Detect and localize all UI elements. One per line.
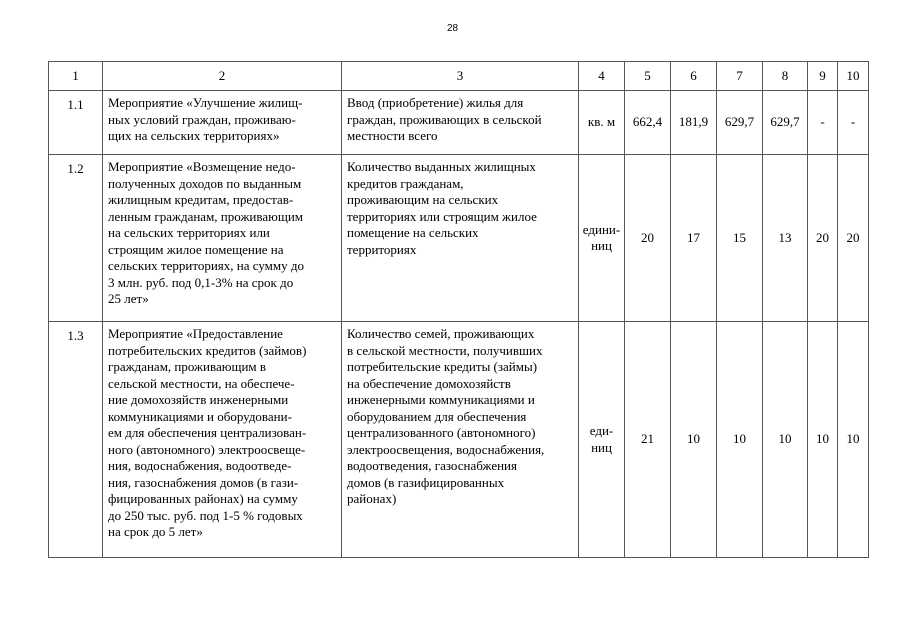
column-header: 4: [579, 62, 625, 91]
value-cell: 20: [808, 155, 838, 322]
value-cell: 13: [763, 155, 808, 322]
column-header: 1: [49, 62, 103, 91]
value-cell: 629,7: [717, 91, 763, 155]
column-header: 9: [808, 62, 838, 91]
value-cell: 10: [671, 322, 717, 558]
column-header: 3: [342, 62, 579, 91]
unit-cell: едини- ниц: [579, 155, 625, 322]
column-header: 5: [625, 62, 671, 91]
indicator-description: Ввод (приобретение) жилья для граждан, проживающих в сельской местности всего: [342, 91, 579, 155]
measures-table: [48, 61, 869, 558]
value-cell: 20: [625, 155, 671, 322]
value-cell: 20: [838, 155, 869, 322]
value-cell: 21: [625, 322, 671, 558]
measure-description: Мероприятие «Улучшение жилищ- ных условий граждан, проживаю- щих на сельских территориях»: [103, 91, 342, 155]
value-cell: 10: [717, 322, 763, 558]
value-cell: 181,9: [671, 91, 717, 155]
row-number: 1.2: [49, 155, 103, 322]
column-header: 8: [763, 62, 808, 91]
indicator-description: Количество семей, проживающих в сельской местности, получивших потребительские кредиты (займы) на обеспечение домохозяйств инженерными коммуникациями и оборудованием для обеспечения централизованного (автономного) электроосвещения, водоснабжения, водоотведения, газоснабжения домов (в газифицированных районах): [342, 322, 579, 558]
column-header: 7: [717, 62, 763, 91]
value-cell: 17: [671, 155, 717, 322]
table-row: [49, 155, 869, 322]
column-header: 2: [103, 62, 342, 91]
unit-cell: кв. м: [579, 91, 625, 155]
value-cell: -: [838, 91, 869, 155]
row-number: 1.3: [49, 322, 103, 558]
value-cell: -: [808, 91, 838, 155]
row-number: 1.1: [49, 91, 103, 155]
value-cell: 15: [717, 155, 763, 322]
table-row: [49, 91, 869, 155]
page-number: 28: [446, 23, 459, 34]
value-cell: 10: [838, 322, 869, 558]
value-cell: 662,4: [625, 91, 671, 155]
value-cell: 10: [808, 322, 838, 558]
measure-description: Мероприятие «Возмещение недо- полученных доходов по выданным жилищным кредитам, предостав- ленным гражданам, проживающим на сельских территориях или строящим жилое помещение на сельских территориях, на сумму до 3 млн. руб. под 0,1-3% на срок до 25 лет»: [103, 155, 342, 322]
measure-description: Мероприятие «Предоставление потребительских кредитов (займов) гражданам, проживающим в сельской местности, на обеспече- ние домохозяйств инженерными коммуникациями и оборудовани- ем для обеспечения централизован- ного (автономного) электроосвеще- ния, водоснабжения, водоотведе- ния, газоснабжения домов (в гази- фицированных районах) на сумму до 250 тыс. руб. под 1-5 % годовых на срок до 5 лет»: [103, 322, 342, 558]
table-row: [49, 322, 869, 558]
value-cell: 10: [763, 322, 808, 558]
table-header-row: [49, 62, 869, 91]
indicator-description: Количество выданных жилищных кредитов гражданам, проживающим на сельских территориях или строящим жилое помещение на сельских территориях: [342, 155, 579, 322]
column-header: 10: [838, 62, 869, 91]
value-cell: 629,7: [763, 91, 808, 155]
unit-cell: еди- ниц: [579, 322, 625, 558]
column-header: 6: [671, 62, 717, 91]
